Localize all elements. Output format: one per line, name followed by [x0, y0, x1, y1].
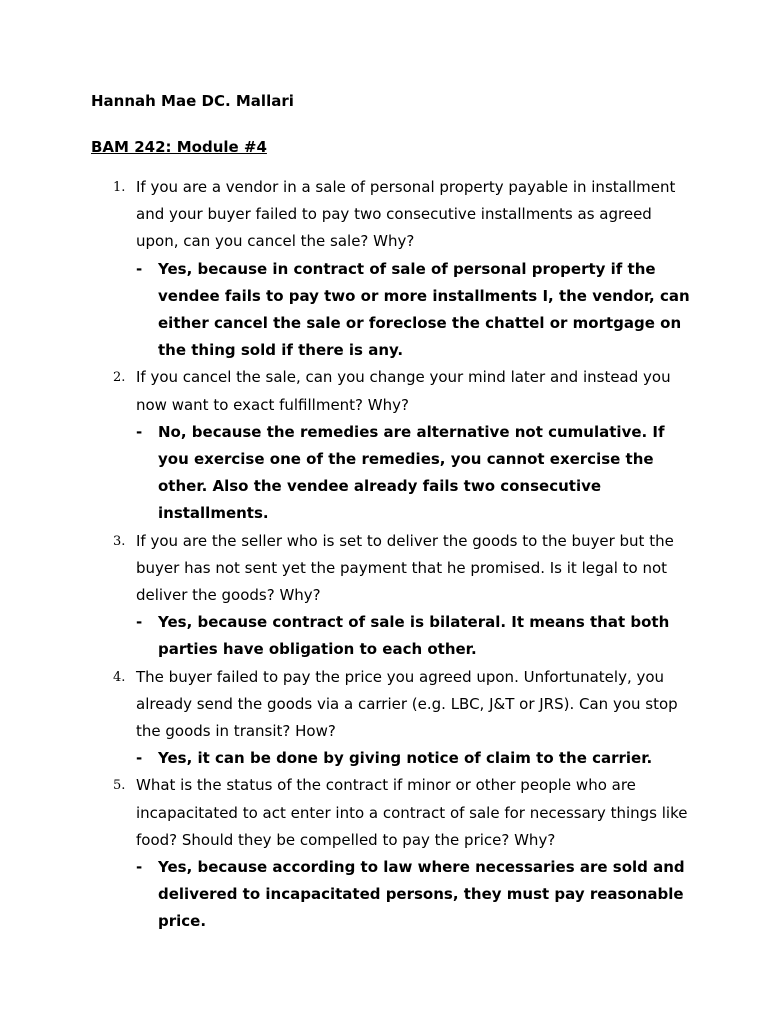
question-number: 4. [113, 669, 126, 685]
question-item-4 [91, 664, 691, 773]
question-text: If you are the seller who is set to deliver the goods to the buyer but the buyer has not sent yet the payment that he promised. Is it legal to not deliver the goods? Why? [136, 531, 674, 605]
answer-item [136, 609, 691, 663]
question-number: 5. [113, 778, 126, 794]
answer-bullet: - [136, 259, 143, 278]
question-item-5 [91, 772, 691, 935]
answer-bullet: - [136, 422, 143, 441]
question-item-1 [91, 174, 691, 364]
answer-bullet: - [136, 749, 143, 768]
question-text: If you cancel the sale, can you change your mind later and instead you now want to exact fulfillment? Why? [136, 368, 671, 414]
question-list [91, 174, 691, 936]
answer-item [136, 854, 691, 936]
answer-bullet: - [136, 613, 143, 632]
answer-text: No, because the remedies are alternative not cumulative. If you exercise one of the remedies, you cannot exercise the other. Also the vendee already fails two consecutive installments. [158, 422, 665, 523]
question-item-3 [91, 528, 691, 664]
answer-item [136, 419, 691, 528]
question-number: 3. [113, 533, 126, 549]
question-number: 2. [113, 370, 126, 386]
module-title: BAM 242: Module #4 [91, 138, 267, 156]
answer-text: Yes, because contract of sale is bilateral. It means that both parties have obligation to each other. [158, 613, 670, 659]
answer-text: Yes, because in contract of sale of personal property if the vendee fails to pay two or more installments I, the vendor, can either cancel the sale or foreclose the chattel or mortgage on the thing sold if there is any. [158, 259, 690, 360]
answer-text: Yes, because according to law where necessaries are sold and delivered to incapacitated persons, they must pay reasonable price. [158, 858, 685, 931]
question-text: If you are a vendor in a sale of personal property payable in installment and your buyer failed to pay two consecutive installments as agreed upon, can you cancel the sale? Why? [136, 178, 676, 251]
answer-text: Yes, it can be done by giving notice of claim to the carrier. [158, 749, 653, 768]
answer-item [136, 745, 691, 772]
question-item-2 [91, 364, 691, 527]
question-number: 1. [113, 180, 126, 195]
question-text: What is the status of the contract if minor or other people who are incapacitated to act enter into a contract of sale for necessary things like food? Should they be compelled to pay the price? Why? [136, 776, 688, 849]
answer-item [136, 256, 691, 365]
author-name: Hannah Mae DC. Mallari [91, 92, 294, 110]
answer-bullet: - [136, 858, 143, 877]
question-text: The buyer failed to pay the price you agreed upon. Unfortunately, you already send the goods via a carrier (e.g. LBC, J&T or JRS). Can you stop the goods in transit? How? [136, 667, 678, 741]
